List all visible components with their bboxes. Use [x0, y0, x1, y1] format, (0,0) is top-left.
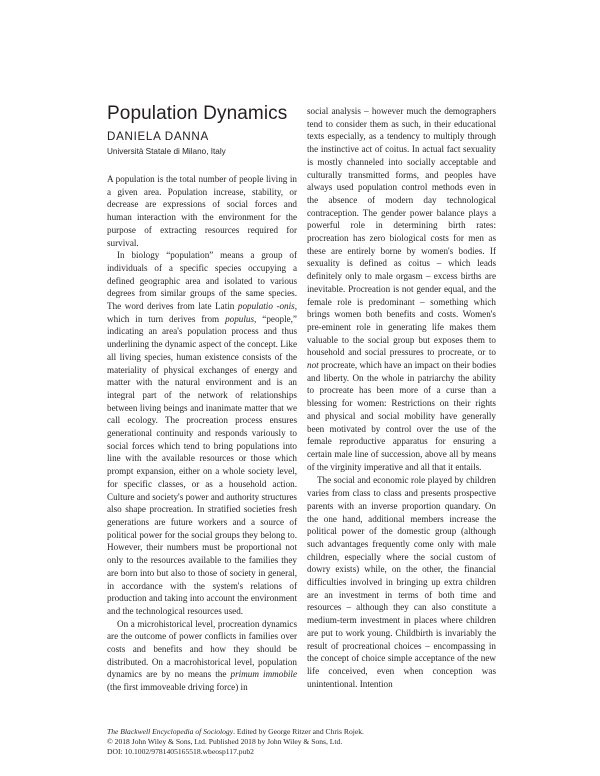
paragraph: social analysis – however much the demographers tend to consider them as such, in their educational texts especially, as a tendency to multiply through the instinctive act of coitus. In actual fact sexuality is mostly channeled into socially acceptable and culturally transmitted forms, and peoples have always used population control methods even in the absence of modern day technological contraception. The gender power balance plays a powerful role in determining birth rates: procreation has zero biological costs for men as these are entirely borne by women's bodies. If sexuality is defined as coitus – which leads definitely only to male orgasm – excess births are inevitable. Procreation is not gender equal, and the female role is predominant – something which brings women both benefits and costs. Women's pre-eminent role in generating life makes them valuable to the social group but exposes them to household and social pressures to procreate, or to not procreate, which have an impact on their bodies and liberty. On the whole in patriarchy the ability to procreate has been more of a curse than a blessing for women: Restrictions on their rights and physical and social mobility have generally been motivated by control over the use of the female reproductive apparatus for ensuring a certain male line of succession, above all by means of the virginity imperative and all that it entails.: [307, 106, 496, 472]
paragraph: On a microhistorical level, procreation dynamics are the outcome of power conflicts in families over costs and benefits and how they should be distributed. On a macrohistorical level, population dynamics are by no means the primum immobile (the first immoveable driving force) in: [107, 618, 297, 693]
paragraph: A population is the total number of people living in a given area. Population increase, stability, or decrease are expressions of social forces and human interaction with the environment for the purpose of extracting resources required for survival.: [107, 174, 297, 248]
citation-footer: [107, 727, 497, 757]
right-column: [307, 105, 496, 690]
paragraph: The social and economic role played by children varies from class to class and presents prospective parents with an inverse proportion quandary. On the one hand, additional members increase the political power of the domestic group (although such advantages frequently come only with male children, especially where the social custom of dowry exists) while, on the other, the financial difficulties involved in bringing up extra children are an investment in terms of both time and resources – although they can also constitute a medium-term investment in places where children are put to work young. Childbirth is invariably the result of procreational choices – encompassing in the concept of choice simple acceptance of the new life conceived, even when conception was unintentional. Intention: [307, 475, 496, 689]
copyright-line: © 2018 John Wiley & Sons, Ltd. Published 2018 by John Wiley & Sons, Ltd.: [107, 737, 343, 746]
author-affiliation: Università Statale di Milano, Italy: [107, 147, 226, 156]
citation-line: The Blackwell Encyclopedia of Sociology. Edited by George Ritzer and Chris Rojek.: [107, 727, 364, 736]
paragraph: In biology “population” means a group of individuals of a specific species occupying a defined geographic area and isolated to various degrees from similar groups of the same species. The word derives from late Latin populatio -onis, which in turn derives from populus, “people,” indicating an area's population process and thus underlining the dynamic aspect of the concept. Like all living species, human existence consists of the materiality of physical exchanges of energy and matter with the natural environment and is an integral part of the network of relationships between living beings and inanimate matter that we call ecology. The procreation process ensures generational continuity and responds variously to social forces which tend to bring populations into line with the available resources or those which prompt expansion, either on a whole society level, for specific classes, or as a household action. Culture and society's power and authority structures also shape procreation. In stratified societies fresh generations are future workers and a source of political power for the social groups they belong to. However, their numbers must be proportional not only to the resources available to the families they are born into but also to those of society in general, in accordance with the system's relations of production and taking into account the environment and the technological resources used.: [107, 250, 297, 616]
doi-line: DOI: 10.1002/9781405165518.wbeosp117.pub2: [107, 747, 254, 756]
article-title: Population Dynamics: [107, 103, 288, 124]
left-column: [107, 173, 297, 694]
author-name: DANIELA DANNA: [107, 130, 209, 143]
